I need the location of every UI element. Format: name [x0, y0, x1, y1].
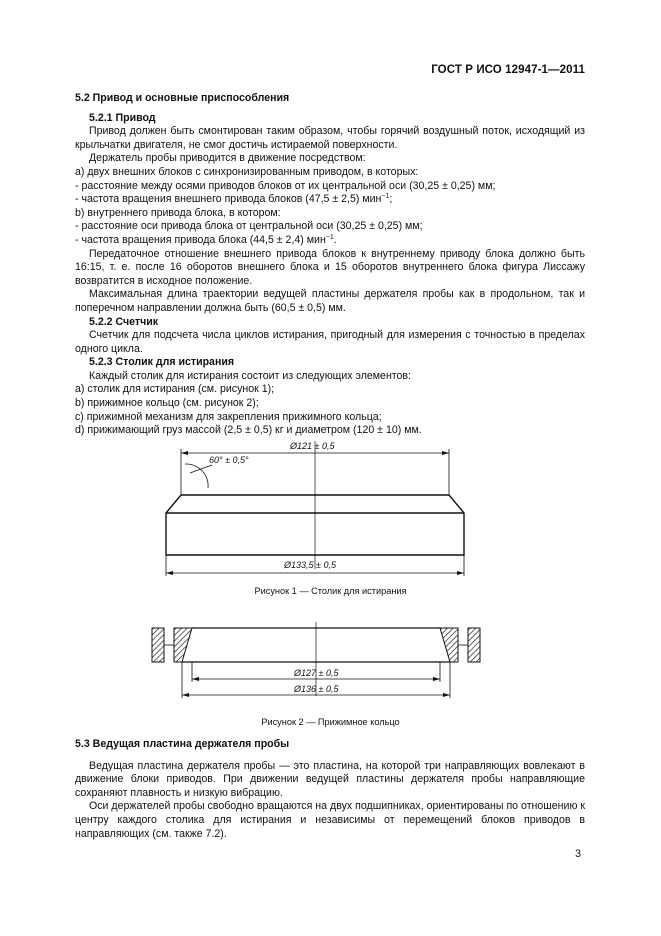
list-item: - частота вращения внешнего привода блоков (47,5 ± 2,5) мин$^{-1}$;: [75, 193, 393, 206]
arrow-left: [166, 571, 173, 575]
list-item: a) двух внешних блоков с синхронизированным приводом, в которых:: [75, 165, 419, 178]
arrow-right: [457, 571, 464, 575]
figure-1-drawing: [150, 438, 480, 583]
subsection-title: 5.2.3 Столик для истирания: [89, 356, 235, 369]
dim-top-label: Ø121 ± 0,5: [290, 441, 335, 451]
list-item: b) внутреннего привода блока, в котором:: [75, 206, 281, 219]
list-item: - расстояние между осями приводов блоков от их центральной оси (30,25 ± 0,25) мм;: [75, 179, 496, 192]
arrow-left: [181, 451, 188, 455]
dim-1-label: Ø127 ± 0,5: [294, 668, 339, 678]
paragraph: Оси держателей пробы свободно вращаются на двух подшипниках, ориентированы по отношению к центру каждого столика для истирания и независимы от перемещений блоков приводов в направляющих (см. также 7.2).: [75, 800, 585, 840]
dim-2-label: Ø136 ± 0,5: [294, 684, 339, 694]
subsection-title: 5.2.2 Счетчик: [89, 315, 159, 328]
arrow-right: [443, 693, 450, 697]
ring-section-left-outer: [152, 628, 164, 662]
section-title: 5.3 Ведущая пластина держателя пробы: [75, 738, 290, 750]
list-item: - расстояние оси привода блока от центральной оси (30,25 ± 0,25) мм;: [75, 220, 423, 233]
arrow-right: [442, 451, 449, 455]
section-title: 5.2 Привод и основные приспособления: [75, 92, 290, 104]
list-item: - частота вращения привода блока (44,5 ± 2,4) мин$^{-1}$.: [75, 233, 337, 246]
figure-2-drawing: [146, 618, 486, 708]
section-5-3: [75, 738, 585, 841]
arrow-left: [182, 693, 189, 697]
angle-leader: [190, 465, 212, 473]
paragraph: Максимальная длина траектории ведущей пластины держателя пробы как в продольном, так и поперечном направлении должна быть (60,5 ± 0,5) мм.: [75, 288, 585, 314]
list-item: d) прижимающий груз массой (2,5 ± 0,5) кг и диаметром (120 ± 10) мм.: [75, 424, 422, 437]
paragraph: Передаточное отношение внешнего привода блоков к внутреннему приводу блока должно быть 16:15, т. е. после 16 оборотов внешнего блока и 15 оборотов внутреннего блока фигура Лиссажу возвратится в исходное положение.: [75, 247, 585, 287]
arrow-left: [192, 677, 199, 681]
section-5-2: [75, 92, 585, 438]
angle-label: 60° ± 0,5°: [209, 455, 249, 465]
paragraph: Ведущая пластина держателя пробы — это пластина, на которой три направляющих вовлекают в движение блоки приводов. При движении ведущей пластины держателя пробы направляющие сохраняют плавность и низкую вибрацию.: [75, 759, 585, 799]
dim-bottom-label: Ø133,5 ± 0,5: [284, 560, 336, 570]
list-item: a) столик для истирания (см. рисунок 1);: [75, 383, 275, 396]
ring-section-left-inner: [174, 628, 192, 662]
figure-1-caption: Рисунок 1 — Столик для истирания: [254, 586, 407, 596]
superscript: −1: [325, 233, 334, 241]
paragraph: Каждый столик для истирания состоит из следующих элементов:: [89, 369, 411, 382]
ring-section-right-outer: [468, 628, 480, 662]
ring-section-right-inner: [440, 628, 458, 662]
list-item: b) прижимное кольцо (см. рисунок 2);: [75, 397, 259, 410]
subsection-title: 5.2.1 Привод: [89, 111, 156, 124]
figure-2-caption: Рисунок 2 — Прижимное кольцо: [261, 717, 400, 727]
list-item: c) прижимной механизм для закрепления прижимного кольца;: [75, 410, 382, 423]
paragraph: Держатель пробы приводится в движение посредством:: [89, 152, 366, 165]
page-number: 3: [575, 848, 581, 860]
paragraph: Привод должен быть смонтирован таким образом, чтобы горячий воздушный поток, исходящий из крыльчатки двигателя, не смог достичь истираемой поверхности.: [75, 125, 585, 151]
superscript: −1: [381, 193, 390, 201]
document-header: ГОСТ Р ИСО 12947-1—2011: [431, 64, 585, 76]
arrow-right: [433, 677, 440, 681]
paragraph: Счетчик для подсчета числа циклов истирания, пригодный для измерения с точностью в пределах одного цикла.: [75, 329, 585, 355]
